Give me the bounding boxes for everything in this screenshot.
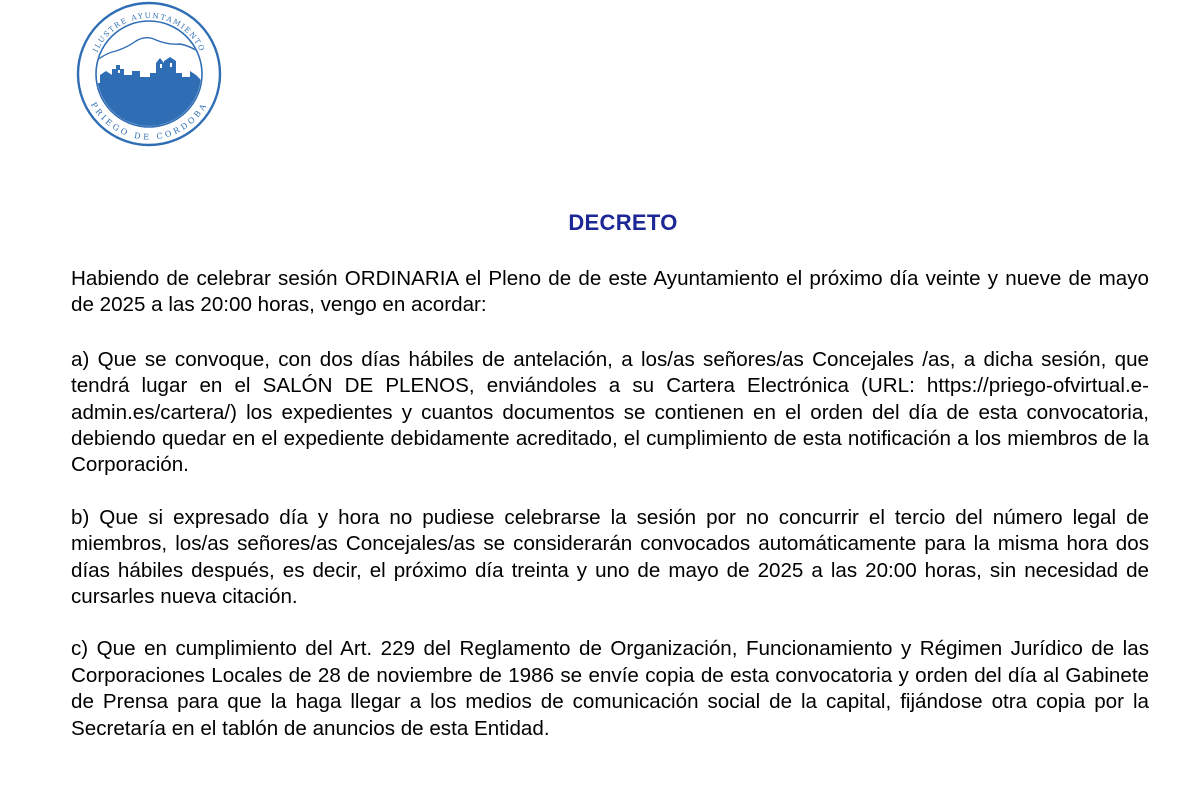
document-title: DECRETO: [568, 210, 678, 235]
intro-paragraph: Habiendo de celebrar sesión ORDINARIA el Pleno de de este Ayuntamiento el próximo día veinte y nueve de mayo de 2025 a las 20:00 horas, vengo en acordar:: [71, 267, 1149, 317]
document-body: [71, 266, 1149, 768]
clause-b-paragraph: b) Que si expresado día y hora no pudiese celebrarse la sesión por no concurrir el tercio del número legal de miembros, los/as señores/as Concejales/as se considerarán convocados automáticamente para la misma hora dos días hábiles después, es decir, el próximo día treinta y uno de mayo de 2025 a las 20:00 horas, sin necesidad de cursarles nueva citación.: [71, 505, 1149, 609]
municipal-seal-logo: [76, 1, 222, 147]
clause-a-paragraph: a) Que se convoque, con dos días hábiles de antelación, a los/as señores/as Concejales /as, a dicha sesión, que tendrá lugar en el SALÓN DE PLENOS, enviándoles a su Cartera Electrónica (URL: https://priego-ofvirtual.e-admin.es/cartera/) los expedientes y cuantos documentos se contienen en el orden del día de esta convocatoria, debiendo quedar en el expediente debidamente acreditado, el cumplimiento de esta notificación a los miembros de la Corporación.: [71, 347, 1149, 477]
seal-arc-text-bottom: PRIEGO DE CORDOBA: [88, 100, 210, 142]
clause-c-paragraph: c) Que en cumplimiento del Art. 229 del Reglamento de Organización, Funcionamiento y Régimen Jurídico de las Corporaciones Locales de 28 de noviembre de 1986 se envíe copia de esta convocatoria y orden del día al Gabinete de Prensa para que la haga llegar a los medios de comunicación social de la capital, fijándose otra copia por la Secretaría en el tablón de anuncios de esta Entidad.: [71, 637, 1149, 740]
seal-arc-text-top: ILUSTRE AYUNTAMIENTO: [90, 10, 208, 54]
